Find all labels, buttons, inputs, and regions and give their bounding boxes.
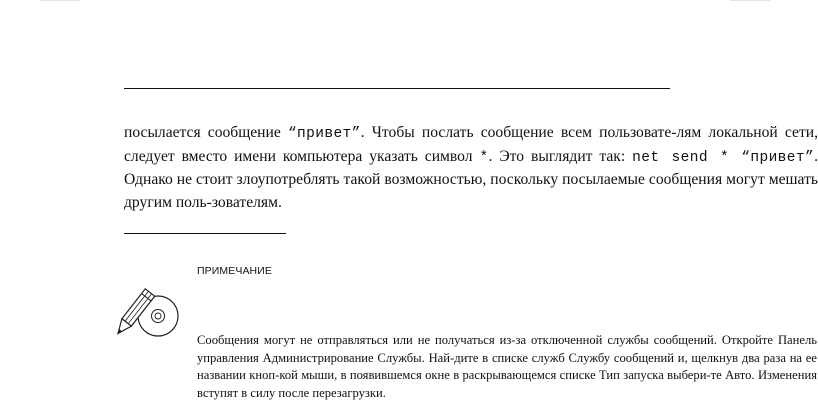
paragraph-text-1: посылается сообщение: [124, 124, 288, 141]
code-privet: “привет”: [287, 126, 361, 142]
paragraph-text-3: . Это выглядит так:: [488, 147, 633, 165]
page-edge-mark-right: [730, 0, 770, 1]
paragraph-text-2: . Чтобы послать сообщение всем пользовате-лям локальной сети, следует вместо имени компьютера указать символ: [124, 124, 818, 165]
body-paragraph: [124, 122, 818, 214]
code-asterisk: *: [479, 149, 489, 166]
header-rule: [124, 88, 670, 89]
note-text: Сообщения могут не отправляться или не получаться из-за отключенной службы сообщений. Откройте Панель управления Администрирование Службы. Най-дите в списке служб Службу сообщений и, щелкнув два раза на ее названии кноп-кой мыши, в появившемся окне в раскрывающемся списке Тип запуска выбери-те Авто. Изменения вступят в силу после перезагрузки.: [197, 333, 817, 400]
code-net-send: net send * “привет”: [632, 149, 815, 166]
page-edge-mark-left: [40, 0, 80, 1]
note-separator-rule: [124, 233, 286, 234]
note-heading: ПРИМЕЧАНИЕ: [197, 265, 272, 277]
pencil-and-disc-icon: [112, 285, 188, 343]
paragraph-text-4: . Однако не стоит злоупотреблять такой возможностью, поскольку посылаемые сообщения могут мешать другим поль-зователям.: [124, 147, 818, 211]
